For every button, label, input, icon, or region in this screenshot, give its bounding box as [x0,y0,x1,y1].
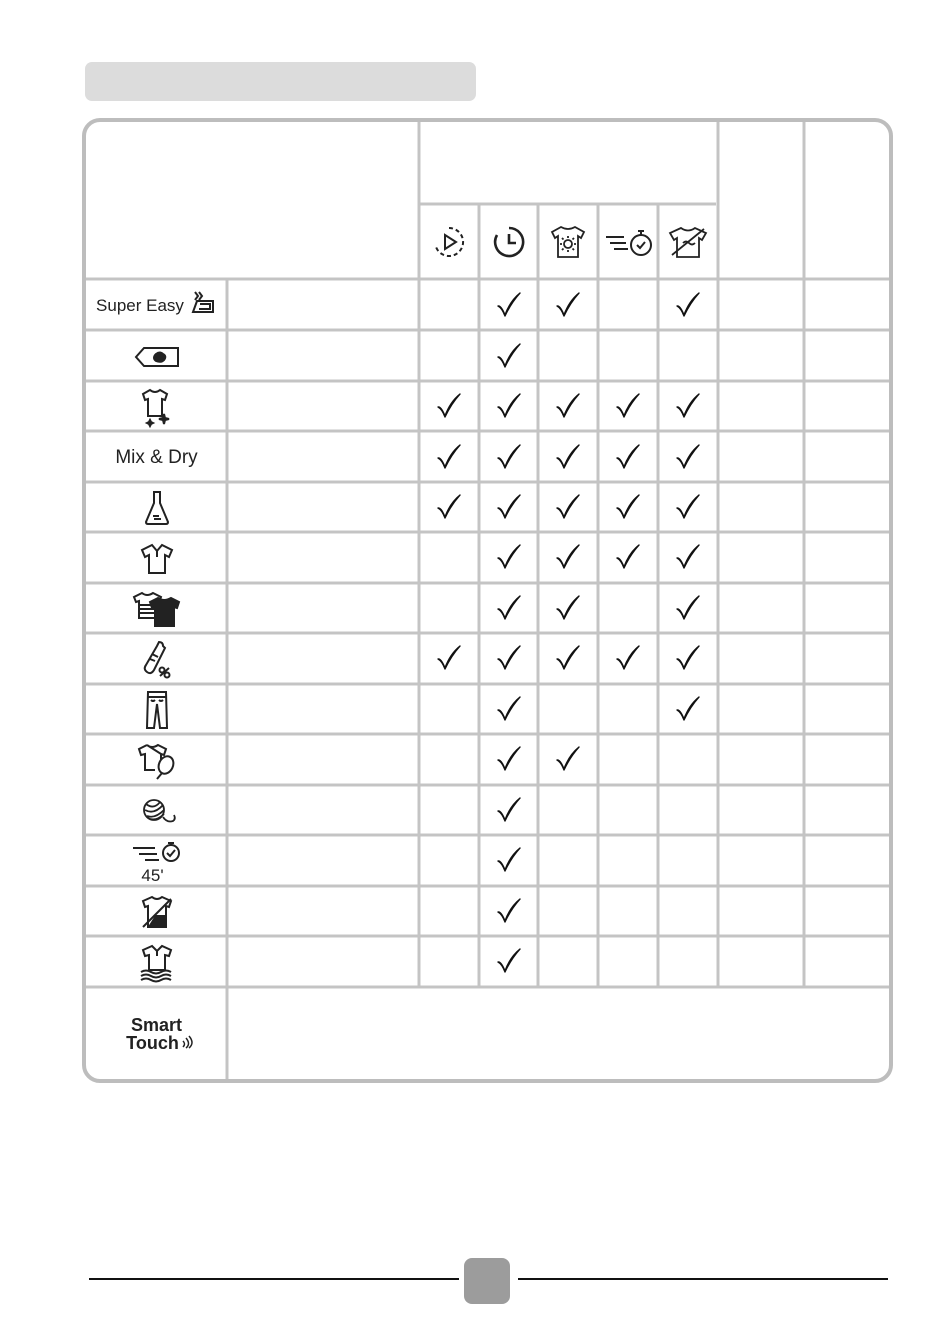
section-title-bar [85,62,476,101]
check-mark [419,483,479,531]
shirt-sparkle-icon [86,383,227,431]
check-mark [598,634,658,682]
check-mark [479,786,538,834]
program-options-table [82,118,893,1083]
check-mark [598,483,658,531]
check-mark [538,533,598,581]
dark-clothes-icon [86,585,227,633]
program-super-easy [86,281,227,330]
check-mark [658,533,718,581]
check-mark [479,281,538,329]
check-mark [479,886,538,934]
anti-crease-icon [658,208,718,276]
check-mark [538,735,598,783]
check-mark [479,836,538,884]
check-mark [419,382,479,430]
check-mark [479,483,538,531]
no-iron-shirt-icon [86,888,227,936]
time-dry-icon [598,208,658,276]
refresh-shirt-icon [86,938,227,987]
check-mark [658,483,718,531]
smart-touch-logo [86,989,227,1079]
check-mark [658,382,718,430]
nfc-wave-icon [181,1034,195,1052]
check-mark [598,432,658,480]
check-mark [479,584,538,632]
check-mark [479,634,538,682]
check-mark [538,281,598,329]
check-mark [658,685,718,733]
delay-start-icon [479,208,538,276]
flask-icon [86,484,227,532]
check-mark [479,937,538,985]
baby-bottle-icon [86,635,227,684]
check-mark [479,331,538,379]
rapid-45-icon [131,840,183,867]
check-mark [598,533,658,581]
cotton-tag-icon [86,332,227,381]
check-mark [419,634,479,682]
program-rapid-45 [86,837,227,886]
check-mark [479,735,538,783]
check-mark [538,584,598,632]
steam-icon [419,208,479,276]
check-mark [658,584,718,632]
footer-rule-left [89,1278,459,1280]
sport-shirt-icon [86,736,227,785]
program-mix-and-dry [86,433,227,482]
check-mark [538,483,598,531]
check-mark [658,634,718,682]
program-label: Mix & Dry [115,446,198,468]
check-mark [538,382,598,430]
dry-level-icon [538,208,598,276]
check-mark [598,382,658,430]
check-mark [658,432,718,480]
polo-shirt-icon [86,534,227,583]
program-label: Super Easy [96,295,184,315]
check-mark [479,382,538,430]
check-mark [479,533,538,581]
program-label: 45' [141,865,164,885]
check-mark [658,281,718,329]
check-mark [419,432,479,480]
check-mark [538,432,598,480]
jeans-icon [86,686,227,734]
super-easy-iron-icon [187,290,217,321]
smart-touch-line1: Smart [130,1015,183,1035]
page-number-box [464,1258,510,1304]
check-mark [479,685,538,733]
wool-yarn-icon [86,787,227,835]
check-mark [538,634,598,682]
check-mark [479,432,538,480]
footer-rule-right [518,1278,888,1280]
smart-touch-line2: Touch [126,1033,179,1053]
